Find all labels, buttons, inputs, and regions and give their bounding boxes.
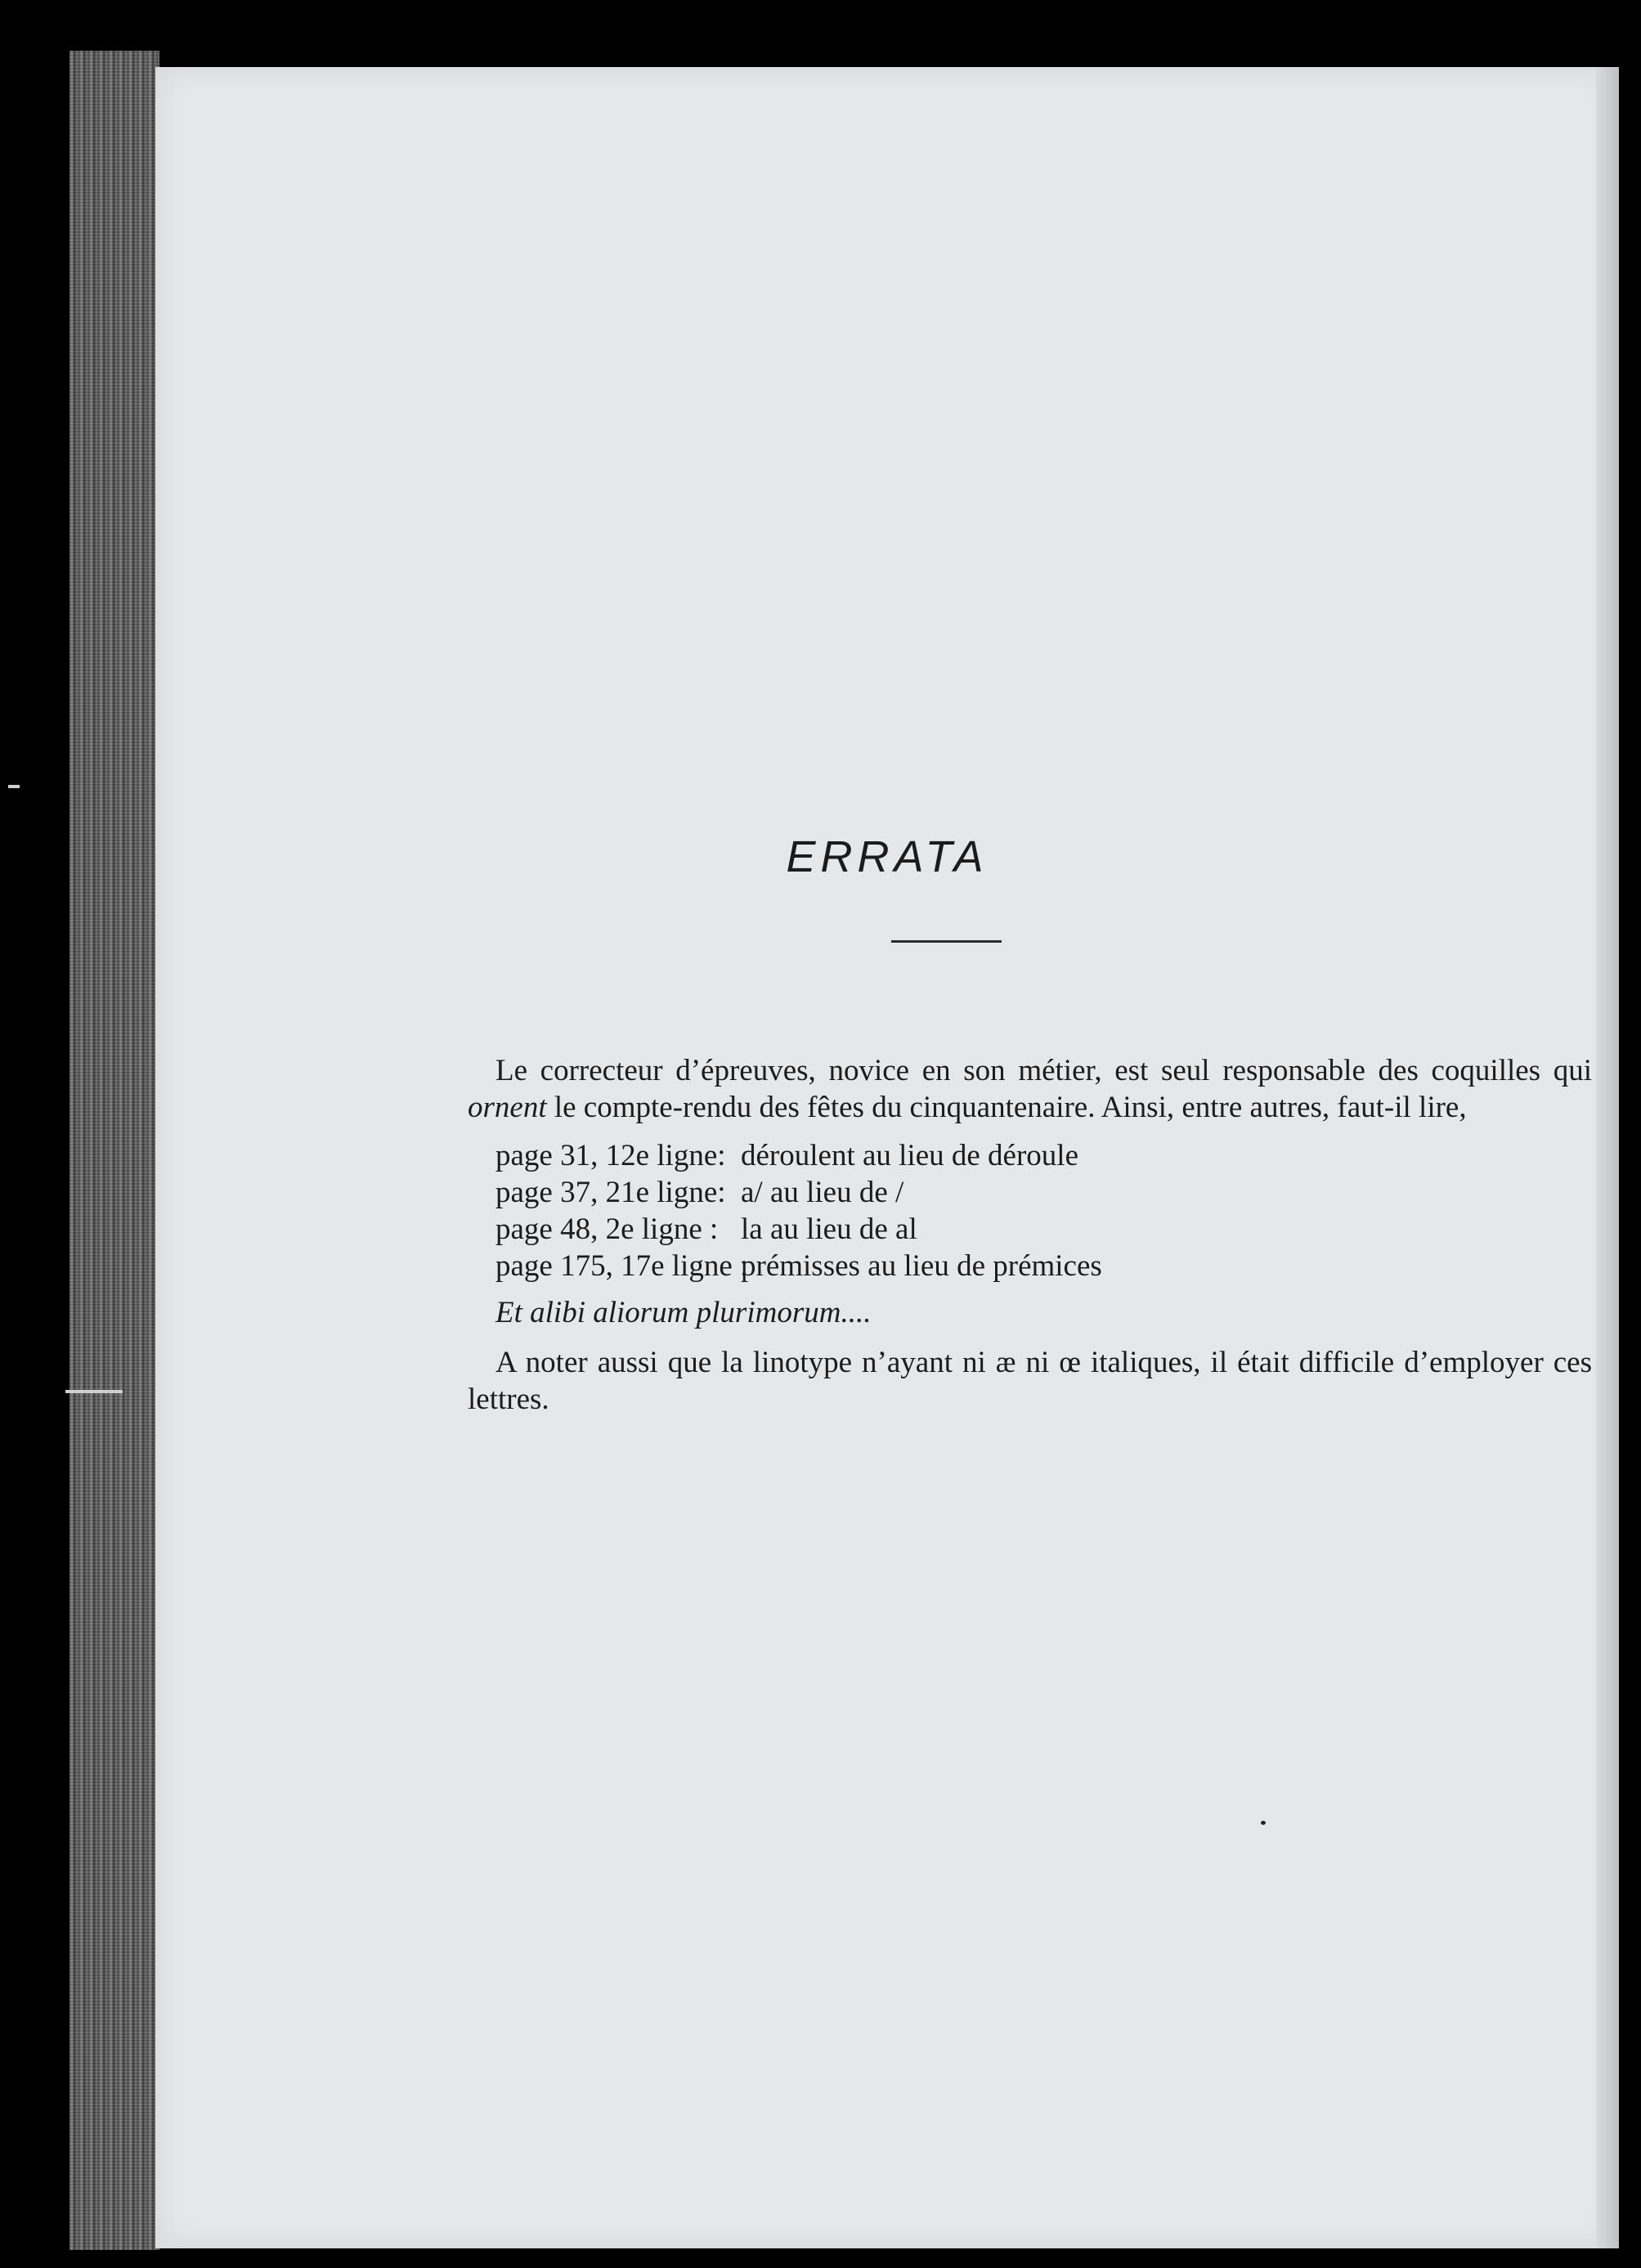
intro-emphasis: ornent [468, 1091, 547, 1124]
correction-text: prémisses au lieu de prémices [741, 1249, 1102, 1283]
intro-text-part2: le compte-rendu des fêtes du cinquantenaire. Ainsi, entre autres, faut-il lire, [546, 1091, 1467, 1124]
correction-text: la au lieu de al [741, 1212, 917, 1246]
correction-text: déroulent au lieu de déroule [741, 1139, 1078, 1172]
spine-mark [65, 1390, 123, 1393]
intro-text-part1: Le correcteur d’épreuves, novice en son métier, est seul responsable des coquilles qui [495, 1054, 1592, 1087]
correction-ref: page 37, 21e ligne: [495, 1176, 726, 1209]
corrections-list [468, 1137, 1592, 1284]
correction-item [495, 1137, 1592, 1174]
correction-item [495, 1211, 1592, 1248]
correction-ref: page 175, 17e ligne : [495, 1249, 749, 1283]
title-rule [891, 940, 1002, 943]
book-spine [69, 51, 159, 2250]
correction-ref: page 48, 2e ligne : [495, 1212, 719, 1246]
correction-ref: page 31, 12e ligne: [495, 1139, 726, 1172]
intro-paragraph [468, 1052, 1592, 1126]
correction-item [495, 1248, 1592, 1284]
correction-text: a/ au lieu de / [741, 1176, 904, 1209]
page-edge [1596, 67, 1619, 2248]
correction-item [495, 1174, 1592, 1211]
latin-note: Et alibi aliorum plurimorum.... [495, 1296, 872, 1329]
document-page [155, 67, 1619, 2248]
page-title: ERRATA [786, 832, 989, 881]
errata-body [468, 1052, 1592, 1418]
spine-mark [8, 785, 20, 788]
ink-speck [1261, 1821, 1266, 1825]
closing-paragraph: A noter aussi que la linotype n’ayant ni æ ni œ italiques, il était difficile d’employer ces lettres. [468, 1346, 1592, 1416]
